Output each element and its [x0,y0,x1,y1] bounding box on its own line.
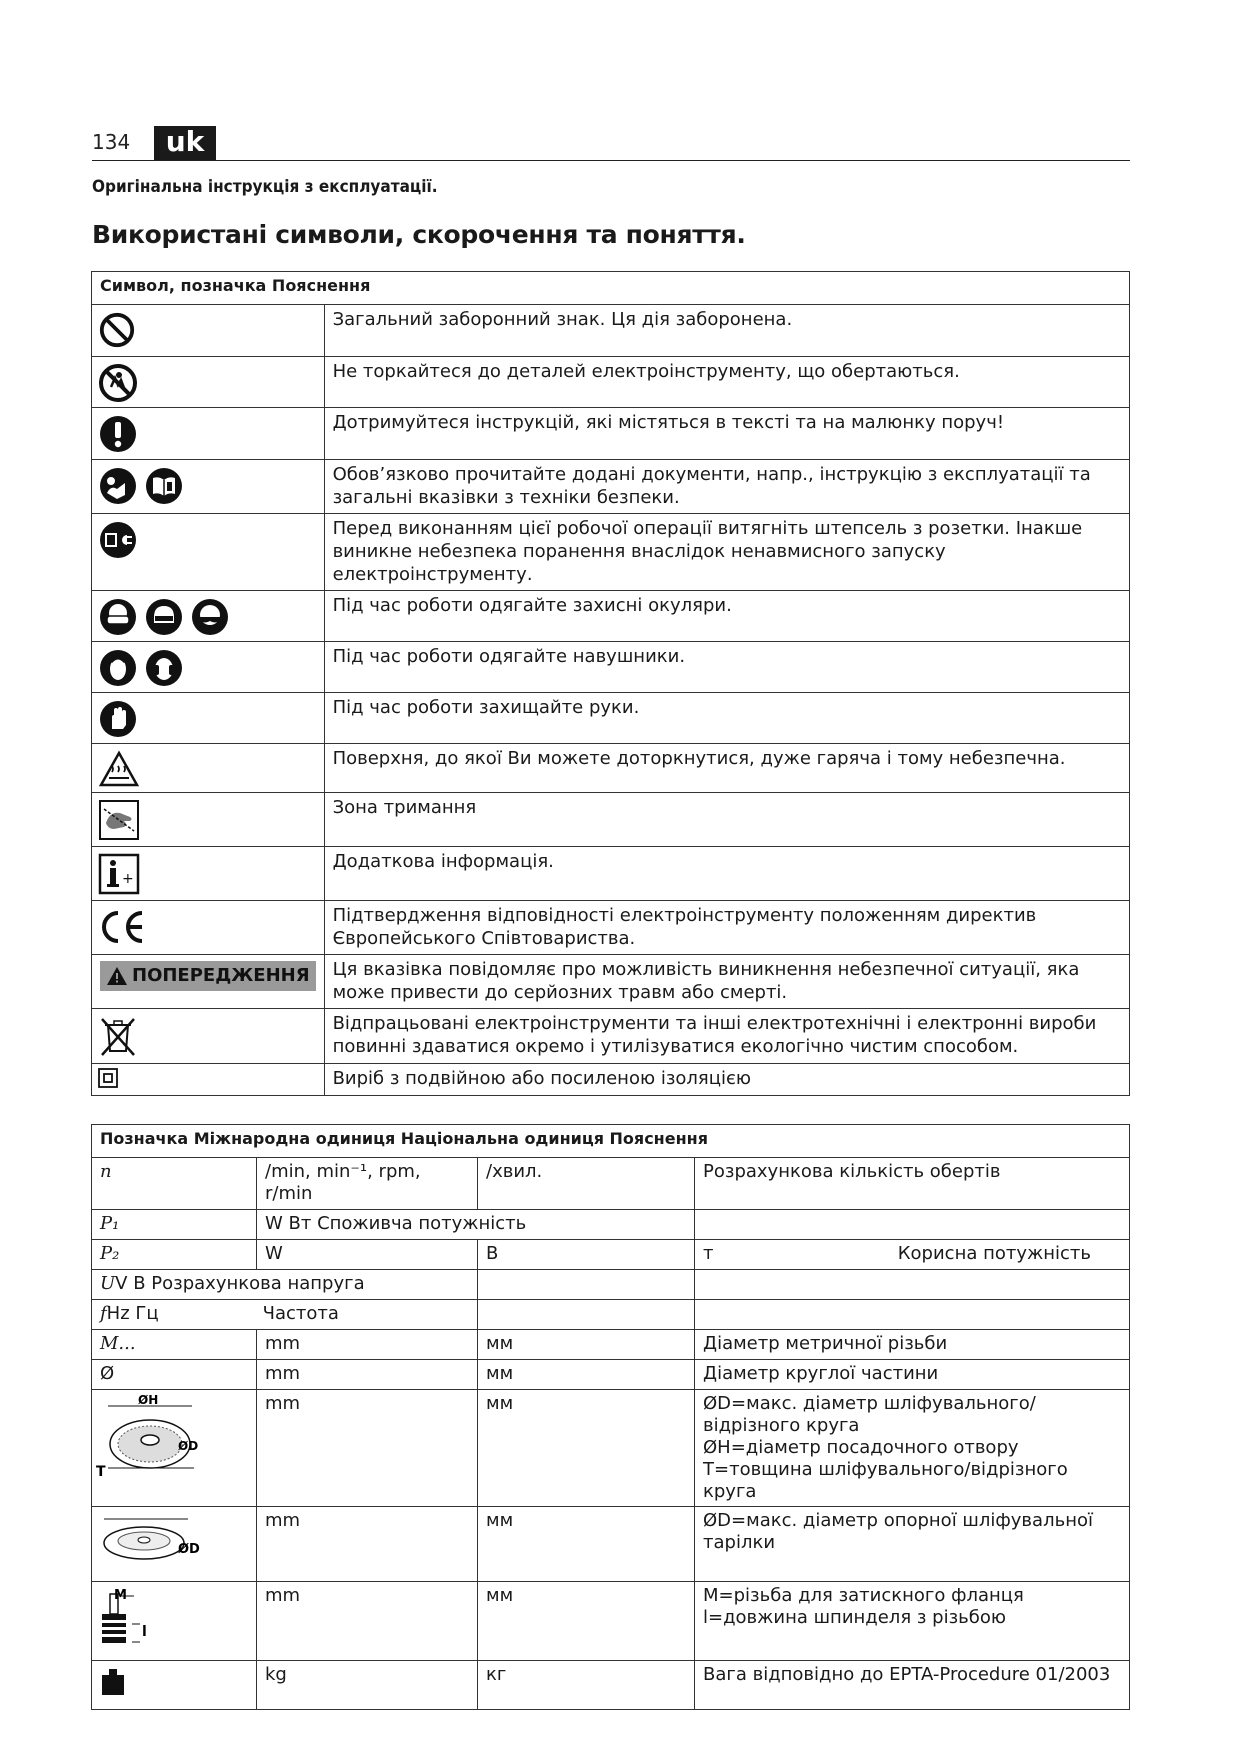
international-unit: mm [257,1390,478,1507]
international-unit: mm [257,1582,478,1661]
international-unit: /min, min⁻¹, rpm, r/min [257,1158,478,1210]
disc-thickness-label: T [96,1464,106,1480]
explanation-line: l=довжина шпинделя з різьбою [703,1607,1007,1628]
goggles-icon [98,597,138,637]
national-unit: /хвил. [478,1158,695,1210]
gloves-icon [98,699,138,739]
pad-diameter-label: ØD [178,1542,200,1557]
unit-explanation: Діаметр метричної різьби [695,1330,1130,1360]
double-insulation-icon [98,1068,118,1088]
unit-explanation: Діаметр круглої частини [695,1360,1130,1390]
symbol-description: Перед виконанням цієї робочої операції витягніть штепсель з розетки. Інакше виникне небезпека поранення внаслідок ненавмисного запуску електроінструменту. [324,514,1129,591]
units-table [91,1124,1130,1710]
weight-icon [98,1667,128,1697]
unit-fragment: т [703,1243,714,1264]
no-touch-rotating-icon [98,363,138,403]
international-unit: W [257,1240,478,1270]
unit-symbol: n [100,1161,112,1182]
symbol-description: Виріб з подвійною або посиленою ізоляцією [324,1064,1129,1096]
unit-symbol: Ø [100,1363,115,1384]
prohibition-icon [98,311,136,349]
unit-name: Hz Гц [106,1303,159,1324]
explanation-line: M=різьба для затискного фланця [703,1585,1024,1606]
face-shield-icon [144,597,184,637]
symbol-description: Поверхня, до якої Ви можете доторкнутися, дуже гаряча і тому небезпечна. [324,744,1129,793]
svg-text:+: + [122,871,134,887]
backing-pad-icon [94,1511,212,1571]
grip-zone-icon [98,799,140,841]
international-unit: mm [257,1330,478,1360]
document-subtitle: Оригінальна інструкція з експлуатації. [92,177,438,197]
unit-explanation: Корисна потужність [897,1243,1091,1264]
explanation-line: тарілки [703,1532,776,1553]
ear-protection-icon [98,648,138,688]
page-number: 134 [92,130,131,154]
symbol-description: Обов’язково прочитайте додані документи, напр., інструкцію з експлуатації та загальні вказівки з техніки безпеки. [324,460,1129,514]
symbols-table-header: Символ, позначка Пояснення [92,272,1130,305]
safety-glasses-icon [190,597,230,637]
symbol-description: Зона тримання [324,793,1129,847]
national-unit: мм [478,1582,695,1661]
explanation-line: ØD=макс. діаметр шліфувального/ [703,1393,1036,1414]
symbol-description: Загальний заборонний знак. Ця дія заборонена. [324,305,1129,357]
unit-symbol: f [100,1303,107,1324]
explanation-line: ØD=макс. діаметр опорної шліфувальної [703,1510,1093,1531]
thread-label: M [114,1588,127,1603]
page-title: Використані символи, скорочення та поняття. [92,220,746,249]
spindle-thread-icon [94,1586,164,1650]
merged-unit-text: V В Розрахункова напруга [115,1273,365,1294]
spindle-length-label: l [142,1624,147,1640]
unit-explanation: Розрахункова кількість обертів [695,1158,1130,1210]
national-unit: мм [478,1330,695,1360]
weee-bin-icon [98,1015,138,1059]
symbol-description: Ця вказівка повідомляє про можливість виникнення небезпечної ситуації, яка може привести до серйозних травм або смерті. [324,955,1129,1009]
international-unit: mm [257,1360,478,1390]
units-table-header: Позначка Міжнародна одиниця Національна одиниця Пояснення [92,1125,1130,1158]
unit-symbol: P₂ [100,1243,120,1264]
national-unit: мм [478,1360,695,1390]
symbol-description: Підтвердження відповідності електроінструменту положенням директив Європейського Співтовариства. [324,901,1129,955]
symbol-description: Під час роботи захищайте руки. [324,693,1129,744]
disc-dimensions-icon [94,1394,212,1482]
unit-explanation: Частота [262,1303,339,1324]
disc-diameter-label: ØD [178,1439,199,1453]
hot-surface-icon [98,750,140,788]
manual-book-icon [144,466,184,506]
symbol-description: Дотримуйтеся інструкцій, які містяться в тексті та на малюнку поруч! [324,408,1129,460]
symbol-description: Під час роботи одягайте навушники. [324,642,1129,693]
national-unit: мм [478,1390,695,1507]
national-unit: мм [478,1507,695,1582]
symbol-description: Не торкайтеся до деталей електроінструменту, що обертаються. [324,357,1129,408]
international-unit: kg [257,1661,478,1710]
explanation-line: відрізного круга [703,1415,860,1436]
unit-symbol: M... [100,1333,136,1354]
read-manual-icon [98,466,138,506]
explanation-line: T=товщина шліфувального/відрізного круга [703,1459,1068,1502]
ear-muffs-icon [144,648,184,688]
unit-symbol: P₁ [100,1213,120,1234]
symbol-description: Відпрацьовані електроінструменти та інші електротехнічні і електронні вироби повинні здаватися окремо і утилізуватися екологічно чистим способом. [324,1009,1129,1064]
unplug-icon [98,520,138,560]
page-header [92,126,1130,161]
language-tag: uk [154,126,216,160]
info-icon [98,853,140,895]
symbols-table [91,271,1130,1096]
unit-symbol: U [100,1273,116,1294]
warning-badge-label: ПОПЕРЕДЖЕННЯ [132,965,310,986]
symbol-description: Під час роботи одягайте захисні окуляри. [324,591,1129,642]
explanation-line: ØH=діаметр посадочного отвору [703,1437,1019,1458]
disc-hole-label: ØH [138,1394,159,1407]
warning-badge [100,961,316,991]
symbol-description: Додаткова інформація. [324,847,1129,901]
ce-mark-icon [98,907,148,947]
international-unit: mm [257,1507,478,1582]
merged-unit-text: W Вт Споживча потужність [257,1210,695,1240]
national-unit: В [478,1240,695,1270]
exclamation-icon [98,414,138,454]
unit-explanation: Вага відповідно до EPTA-Procedure 01/2003 [695,1661,1130,1710]
national-unit: кг [478,1661,695,1710]
warning-triangle-icon [106,966,128,986]
